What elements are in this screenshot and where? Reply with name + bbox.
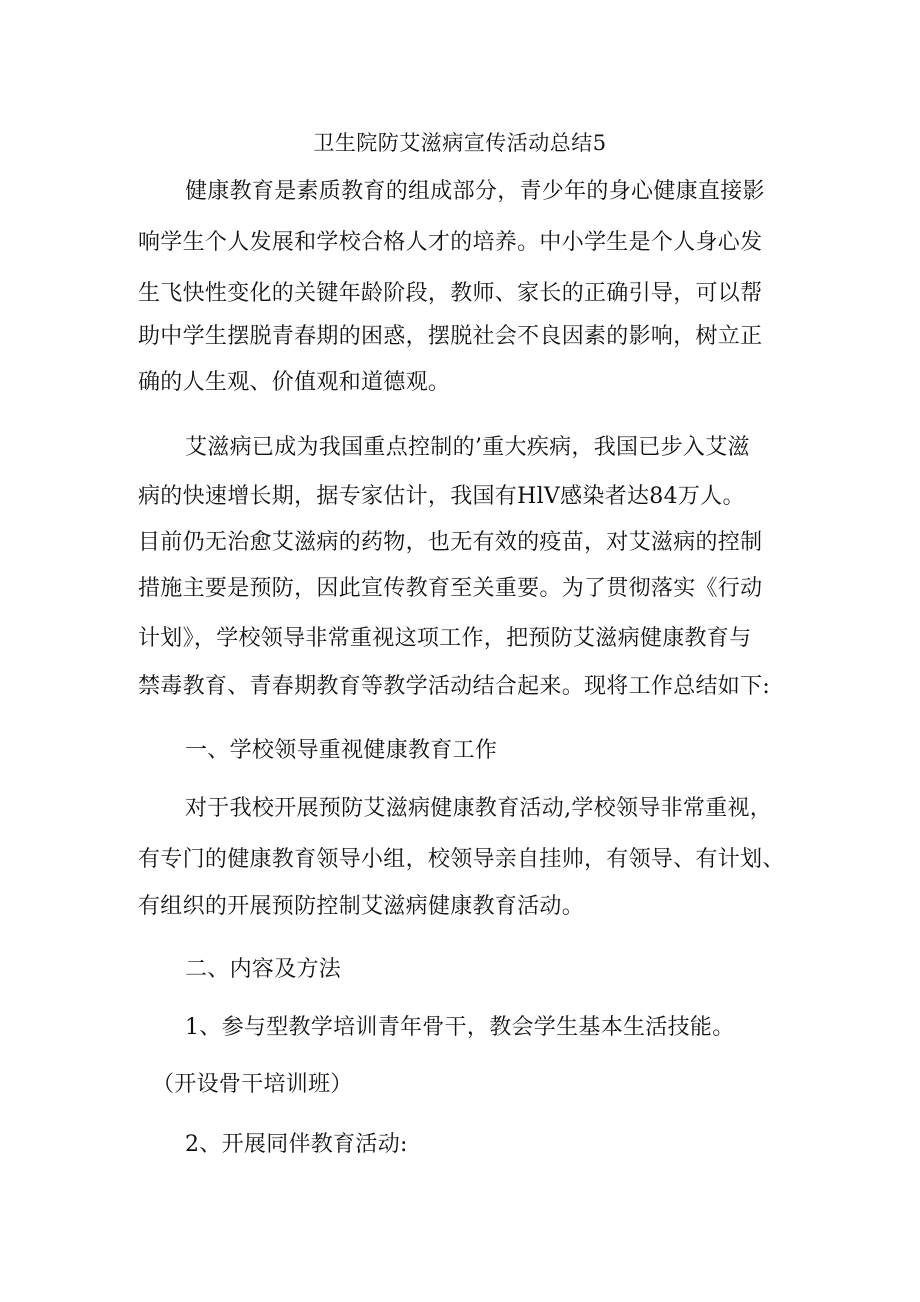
paragraph-3-line-2: 有专门的健康教育领导小组，校领导亲自挂帅，有领导、有计划、	[138, 847, 785, 872]
paragraph-1-line-3: 生飞快性变化的关键年龄阶段，教师、家长的正确引导，可以帮	[138, 281, 763, 306]
section-heading-2: 二、内容及方法	[185, 957, 342, 982]
paragraph-1-line-1: 健康教育是素质教育的组成部分，青少年的身心健康直接影	[185, 179, 765, 204]
document-title: 卫生院防艾滋病宣传活动总结5	[313, 131, 607, 155]
paragraph-1-line-2: 响学生个人发展和学校合格人才的培养。中小学生是个人身心发	[138, 230, 763, 255]
paragraph-2-line-4: 措施主要是预防，因此宣传教育至关重要。为了贯彻落实《行动	[138, 576, 763, 601]
paragraph-2-line-2: 病的快速增长期，据专家估计，我国有HlV感染者达84万人。	[138, 484, 745, 509]
list-item-1: 1、参与型教学培训青年骨干，教会学生基本生活技能。	[185, 1015, 735, 1040]
section-heading-1: 一、学校领导重视健康教育工作	[185, 738, 498, 763]
list-item-1-note: （开设骨干培训班）	[152, 1072, 353, 1097]
paragraph-2-line-5: 计划》，学校领导非常重视这项工作，把预防艾滋病健康教育与	[138, 626, 752, 651]
list-item-2: 2、开展同伴教育活动:	[185, 1132, 408, 1157]
paragraph-2-line-6: 禁毒教育、青春期教育等教学活动结合起来。现将工作总结如下:	[138, 674, 771, 699]
paragraph-3-line-1: 对于我校开展预防艾滋病健康教育活动,学校领导非常重视，	[185, 796, 773, 821]
paragraph-2-line-1: 艾滋病已成为我国重点控制的’重大疾病，我国已步入艾滋	[185, 435, 750, 460]
paragraph-2-line-3: 目前仍无治愈艾滋病的药物，也无有效的疫苗，对艾滋病的控制	[138, 530, 763, 555]
paragraph-3-line-3: 有组织的开展预防控制艾滋病健康教育活动。	[138, 894, 585, 919]
paragraph-1-line-5: 确的人生观、价值观和道德观。	[138, 370, 451, 395]
paragraph-1-line-4: 助中学生摆脱青春期的困惑，摆脱社会不良因素的影响，树立正	[138, 324, 763, 349]
